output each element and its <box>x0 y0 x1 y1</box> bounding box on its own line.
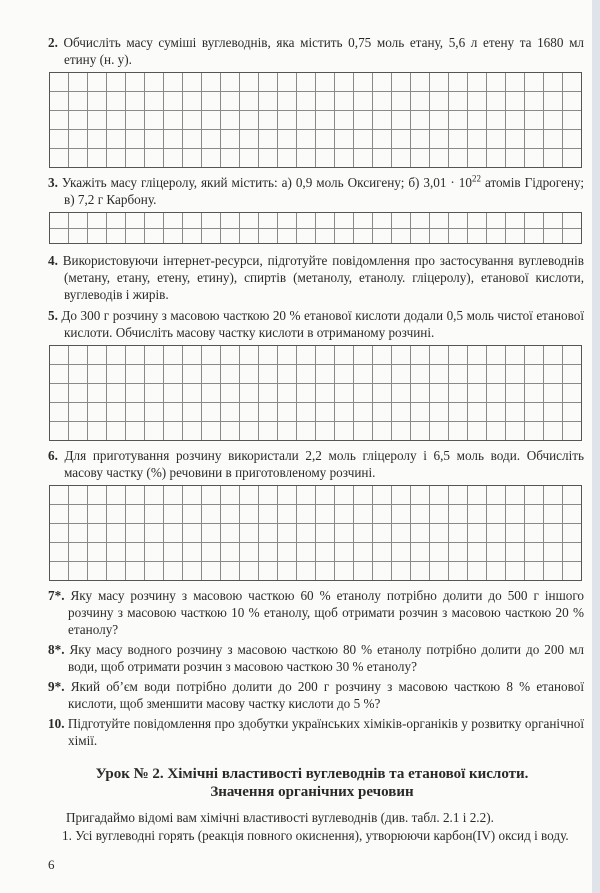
task-2 <box>48 34 584 68</box>
answer-grid-task-6[interactable] <box>49 485 582 581</box>
task-number: 7*. <box>48 588 65 603</box>
task-number: 9*. <box>48 679 65 694</box>
task-3 <box>48 174 584 208</box>
task-5 <box>48 307 584 341</box>
task-text: Яку масу водного розчину з масовою часткою 80 % етанолу потрібно долити до 200 мл води, щоб отримати розчин з масовою часткою 30 % етанолу? <box>68 642 584 674</box>
task-number: 10. <box>48 716 65 731</box>
task-text: Яку масу розчину з масовою часткою 60 % етанолу потрібно долити до 500 г іншого розчину з масовою часткою 10 % етанолу, щоб отримати розчин з масовою часткою 20 % етанолу? <box>68 588 585 637</box>
task-number: 3. <box>48 175 58 190</box>
task-8 <box>48 641 584 675</box>
task-number: 8*. <box>48 642 65 657</box>
lesson-title-line1: Урок № 2. Хімічні властивості вуглеводнів та етанової кислоти. <box>95 766 529 782</box>
task-number: 6. <box>48 448 58 463</box>
task-text: Використовуючи інтернет-ресурси, підготуйте повідомлення про застосування вуглеводнів (метану, етану, етену, етину), спиртів (метанолу, етанолу. гліцеролу), етанової кислоти, вуглеводів і жирів. <box>62 253 584 302</box>
task-6 <box>48 447 584 481</box>
task-text: Підготуйте повідомлення про здобутки українських хіміків-органіків у розвитку органічної хімії. <box>67 716 585 748</box>
task-number: 2. <box>48 35 58 50</box>
task-number: 4. <box>48 253 58 268</box>
task-text: Обчисліть масу суміші вуглеводнів, яка містить 0,75 моль етану, 5,6 л етену та 1680 мл етину (н. у). <box>63 35 584 67</box>
lesson-paragraph-1: Пригадаймо відомі вам хімічні властивості вуглеводнів (див. табл. 2.1 і 2.2). <box>66 810 494 825</box>
task-9 <box>48 678 584 712</box>
task-4 <box>48 252 584 303</box>
task-10 <box>48 715 584 749</box>
task-text: Для приготування розчину використали 2,2 моль гліцеролу і 6,5 моль води. Обчисліть масову частку (%) речовини в приготовленому розчині. <box>64 448 585 480</box>
task-text: атомів Гідрогену; в) 7,2 г Карбону. <box>64 175 585 207</box>
lesson-paragraph-2: 1. Усі вуглеводні горять (реакція повного окиснення), утворюючи карбон(IV) оксид і воду. <box>62 828 569 843</box>
task-text: Укажіть масу гліцеролу, який містить: а) 0,9 моль Оксигену; б) 3,01 · 10 <box>61 175 472 190</box>
lesson-title-line2: Значення органічних речовин <box>210 784 414 800</box>
answer-grid-task-2[interactable] <box>49 72 582 168</box>
page-number: 6 <box>48 857 55 872</box>
exponent: 22 <box>471 173 481 184</box>
answer-grid-task-3[interactable] <box>49 212 582 244</box>
task-text: До 300 г розчину з масовою часткою 20 % етанової кислоти додали 0,5 моль чистої етанової кислоти. Обчисліть масову частку кислоти в отриманому розчині. <box>61 308 585 340</box>
task-7 <box>48 587 584 638</box>
answer-grid-task-5[interactable] <box>49 345 582 441</box>
task-number: 5. <box>48 308 58 323</box>
task-text: Який об’єм води потрібно долити до 200 г розчину з масовою часткою 8 % етанової кислоти, щоб зменшити масову частку кислоти до 5 %? <box>68 679 584 711</box>
